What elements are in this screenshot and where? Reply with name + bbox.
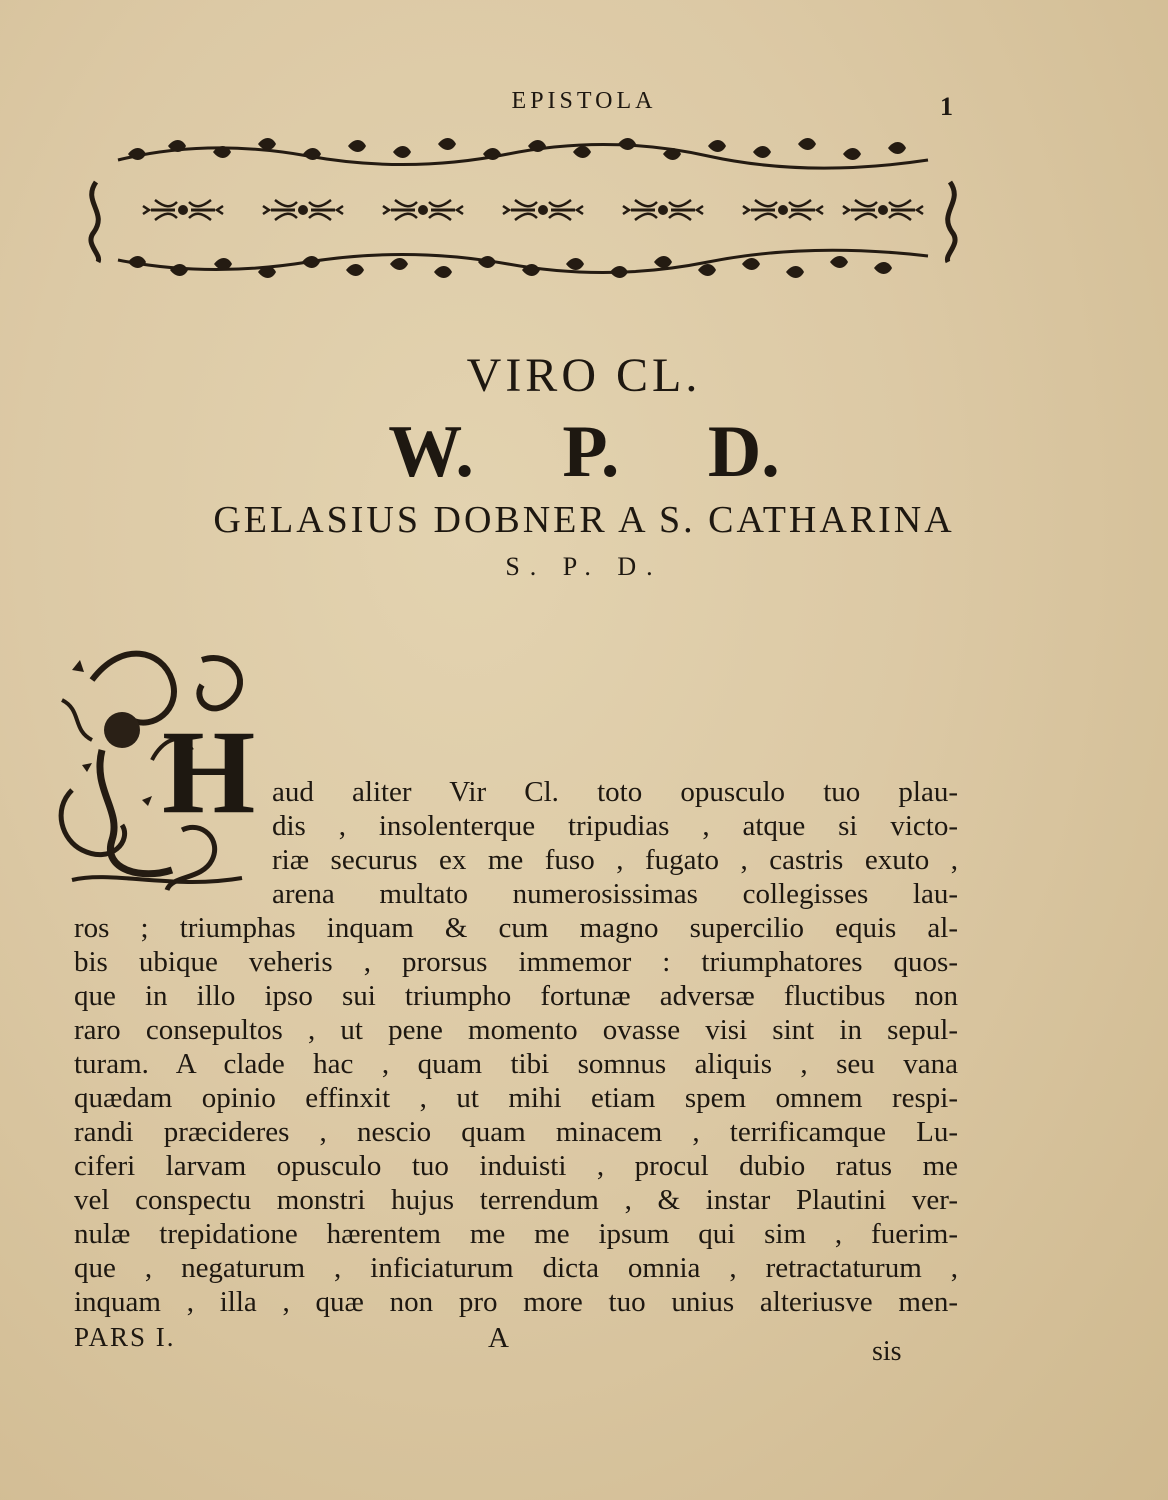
text-line: bis ubique veheris , prorsus immemor : triumphatores quos- bbox=[74, 946, 958, 978]
page-number: 1 bbox=[940, 92, 953, 121]
catchword: sis bbox=[872, 1336, 902, 1367]
text-line: nulæ trepidatione hærentem me me ipsum qui sim , fuerim- bbox=[74, 1218, 958, 1250]
text-line: aud aliter Vir Cl. toto opusculo tuo plau- bbox=[272, 776, 958, 808]
salutation: S. P. D. bbox=[505, 552, 663, 581]
drop-cap-letter: H bbox=[162, 705, 256, 838]
text-line: ciferi larvam opusculo tuo induisti , procul dubio ratus me bbox=[74, 1150, 958, 1182]
text-line: randi præcideres , nescio quam minacem , terrificamque Lu- bbox=[74, 1116, 958, 1148]
text-line: turam. A clade hac , quam tibi somnus aliquis , seu vana bbox=[74, 1048, 958, 1080]
text-line: quædam opinio effinxit , ut mihi etiam spem omnem respi- bbox=[74, 1082, 958, 1114]
text-line: riæ securus ex me fuso , fugato , castris exuto , bbox=[272, 844, 958, 876]
author-name: GELASIUS DOBNER A S. CATHARINA bbox=[213, 499, 955, 541]
text-line: que in illo ipso sui triumpho fortunæ adversæ fluctibus non bbox=[74, 980, 958, 1012]
text-line: inquam , illa , quæ non pro more tuo unius alteriusve men- bbox=[74, 1286, 958, 1318]
signature-mark: A bbox=[488, 1322, 509, 1354]
text-line: arena multato numerosissimas collegisses lau- bbox=[272, 878, 958, 910]
text-line: ros ; triumphas inquam & cum magno supercilio equis al- bbox=[74, 912, 958, 944]
text-line: dis , insolenterque tripudias , atque si victo- bbox=[272, 810, 958, 842]
dedication-initials: W. P. D. bbox=[388, 411, 780, 493]
text-line: raro consepultos , ut pene momento ovasse visi sint in sepul- bbox=[74, 1014, 958, 1046]
signature-label: PARS I. bbox=[74, 1322, 176, 1352]
dedication-line-1: VIRO CL. bbox=[466, 349, 702, 402]
text-line: que , negaturum , inficiaturum dicta omnia , retractaturum , bbox=[74, 1252, 958, 1284]
running-head: EPISTOLA bbox=[511, 88, 657, 114]
text-line: vel conspectu monstri hujus terrendum , & instar Plautini ver- bbox=[74, 1184, 958, 1216]
